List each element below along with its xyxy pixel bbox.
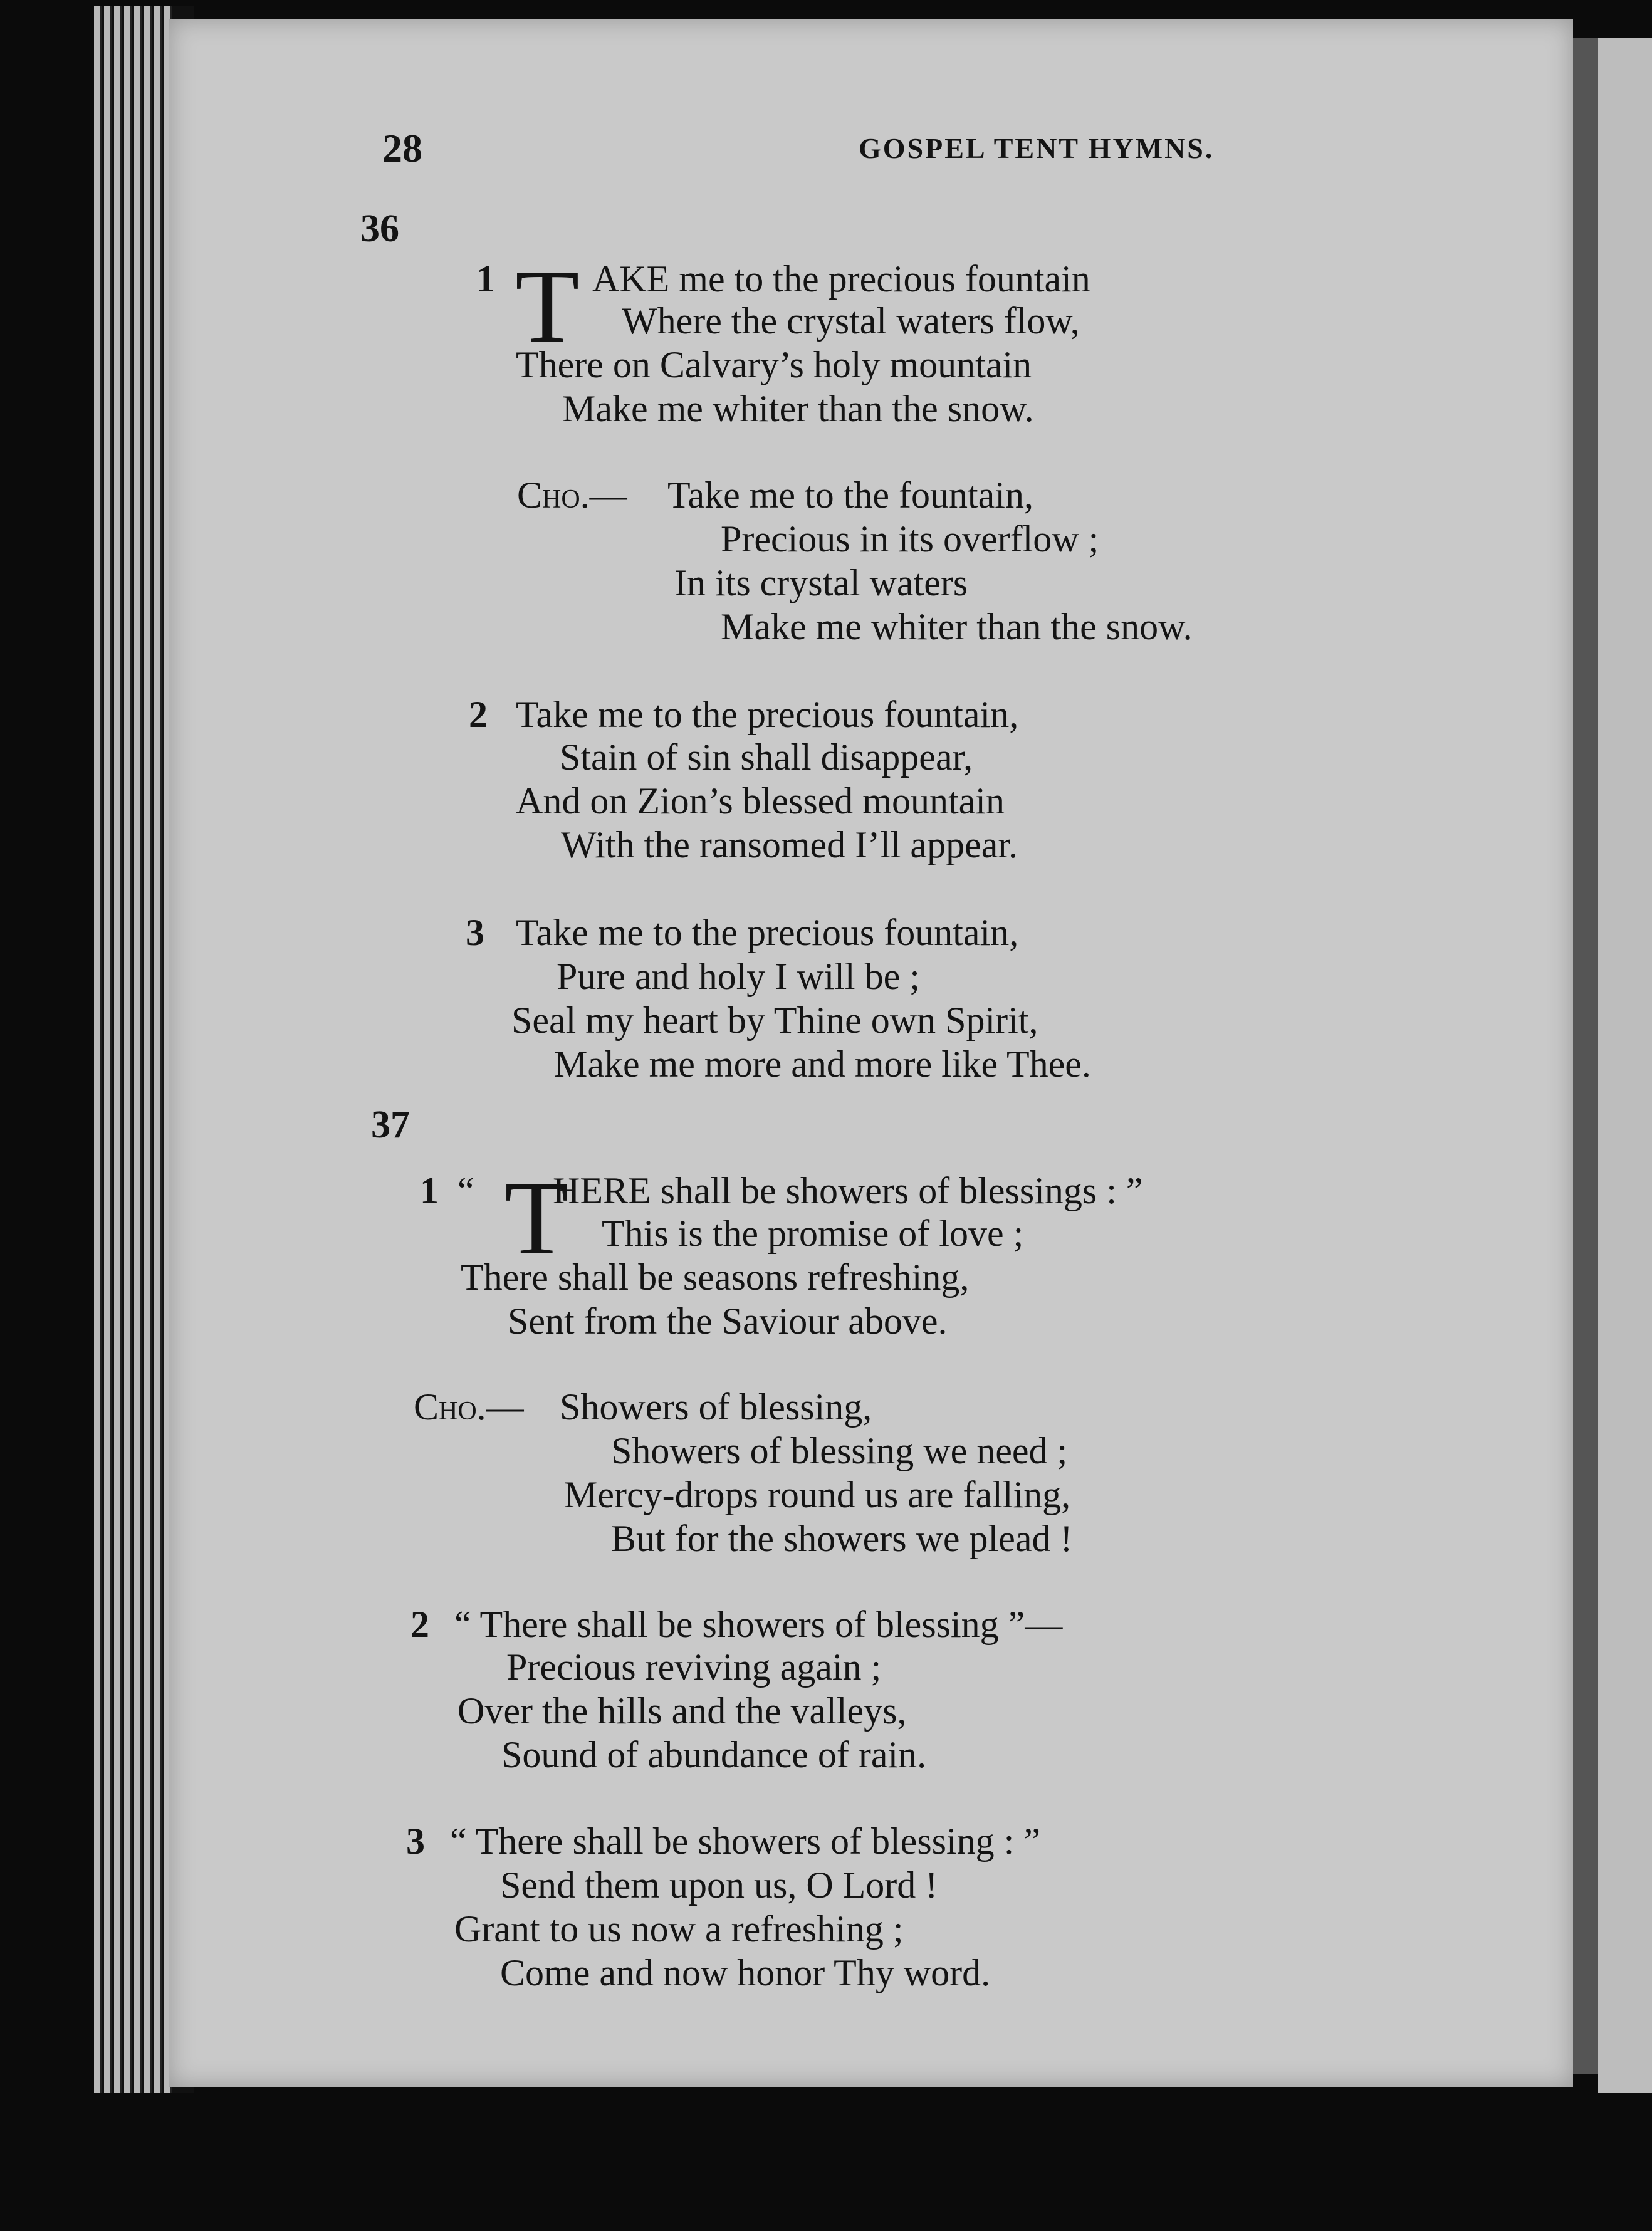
verse-line: Over the hills and the valleys, — [457, 1690, 907, 1732]
chorus-label: Cho.— — [414, 1386, 524, 1428]
verse-number: 3 — [406, 1821, 425, 1862]
verse-line: HERE shall be showers of blessings : ” — [553, 1170, 1143, 1211]
verse-line: And on Zion’s blessed mountain — [516, 780, 1005, 822]
verse-line: Take me to the precious fountain, — [516, 694, 1019, 735]
verse-line: Sound of abundance of rain. — [501, 1734, 927, 1775]
chorus-line: Showers of blessing, — [560, 1386, 872, 1428]
verse-line: AKE me to the precious fountain — [592, 258, 1090, 300]
verse-line: Grant to us now a refreshing ; — [454, 1908, 904, 1950]
chorus-label: Cho.— — [517, 474, 627, 516]
chorus-line: Precious in its overflow ; — [721, 518, 1099, 560]
verse-number: 2 — [469, 694, 488, 735]
verse-line: Make me more and more like Thee. — [554, 1043, 1091, 1085]
verse-line: Take me to the precious fountain, — [516, 912, 1019, 953]
verse-number: 1 — [476, 258, 495, 300]
chorus-line: Mercy-drops round us are falling, — [564, 1474, 1071, 1515]
chorus-line: But for the showers we plead ! — [611, 1518, 1073, 1559]
drop-cap: T — [515, 248, 580, 365]
verse-line: Seal my heart by Thine own Spirit, — [511, 1000, 1038, 1041]
verse-line: Come and now honor Thy word. — [500, 1952, 991, 1993]
verse-number: 3 — [466, 912, 484, 953]
verse-line: Where the crystal waters flow, — [622, 300, 1080, 342]
chorus-line: Take me to the fountain, — [667, 474, 1033, 516]
verse-line: There shall be seasons refreshing, — [461, 1257, 970, 1298]
verse-line: “ There shall be showers of blessing ”— — [454, 1604, 1063, 1645]
page-header — [169, 125, 1573, 182]
facing-page-edge — [1598, 38, 1652, 2093]
hymn-number: 36 — [360, 207, 399, 250]
hymn-number: 37 — [371, 1104, 410, 1146]
chorus-line: Showers of blessing we need ; — [611, 1430, 1068, 1471]
verse-line: Stain of sin shall disappear, — [560, 736, 973, 778]
chorus-line: In its crystal waters — [674, 562, 968, 603]
verse-line: With the ransomed I’ll appear. — [561, 824, 1018, 865]
page-number: 28 — [382, 126, 422, 170]
verse-number: 1 — [420, 1170, 439, 1211]
verse-line: Send them upon us, O Lord ! — [500, 1864, 938, 1906]
verse-line: Pure and holy I will be ; — [557, 956, 920, 997]
drop-cap: T — [504, 1160, 569, 1277]
verse-line: This is the promise of love ; — [602, 1213, 1024, 1254]
running-title: GOSPEL TENT HYMNS. — [859, 132, 1215, 164]
verse-line: Sent from the Saviour above. — [508, 1300, 948, 1342]
verse-line: Precious reviving again ; — [506, 1646, 882, 1688]
book-page — [169, 19, 1573, 2087]
verse-line: “ There shall be showers of blessing : ” — [450, 1821, 1040, 1862]
chorus-line: Make me whiter than the snow. — [721, 606, 1193, 647]
verse-number: 2 — [410, 1604, 429, 1645]
verse-line: There on Calvary’s holy mountain — [516, 344, 1032, 385]
verse-line: Make me whiter than the snow. — [562, 388, 1034, 429]
open-quote: “ — [457, 1170, 474, 1211]
